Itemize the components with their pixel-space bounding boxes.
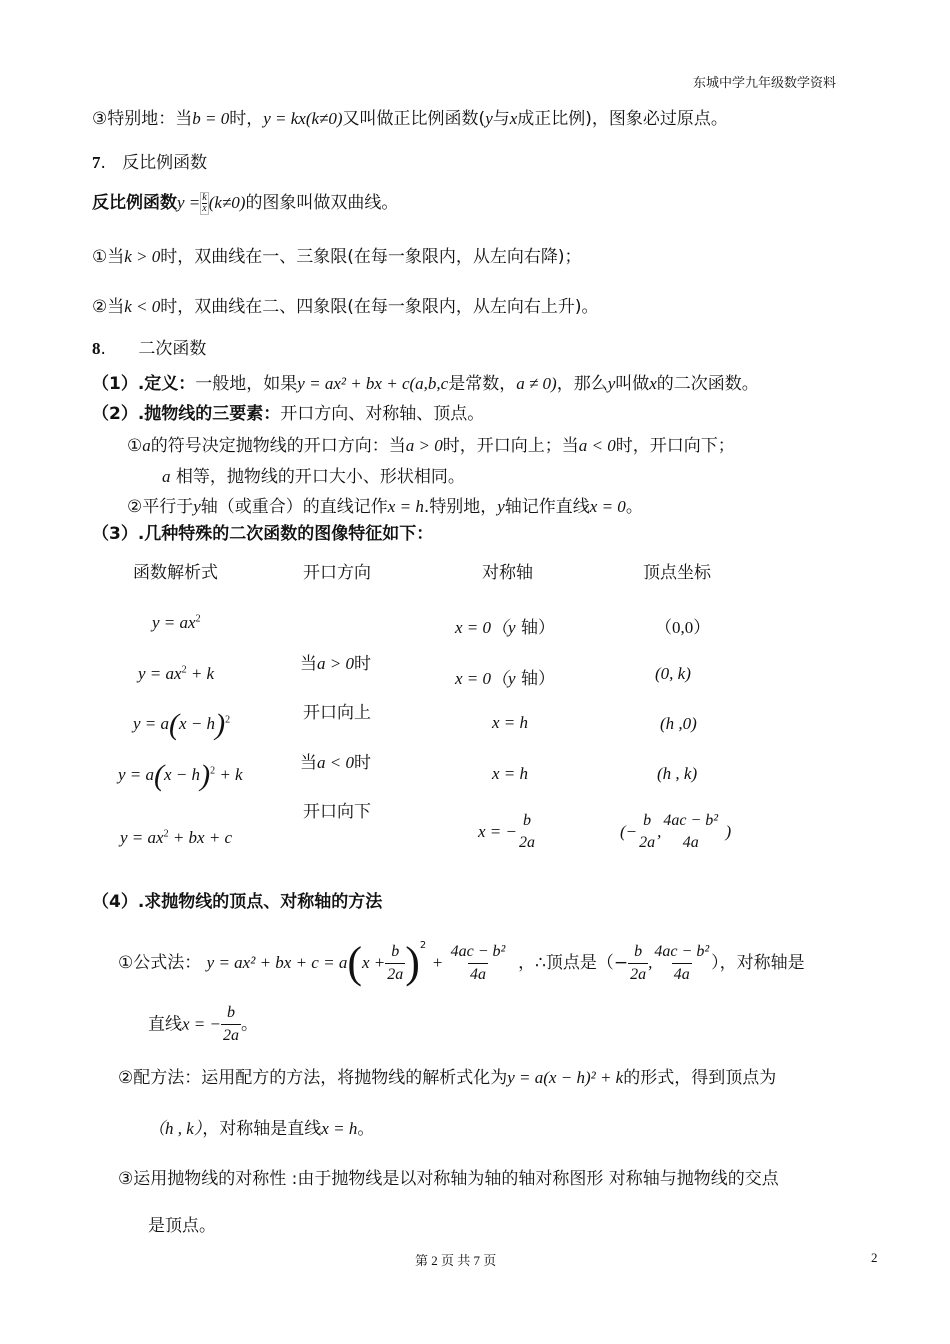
inverse-case-2: ②当k < 0时，双曲线在二、四象限(在每一象限内，从左向右上升)。: [92, 297, 599, 317]
three-elements: （2）.抛物线的三要素：开口方向、对称轴、顶点。: [92, 404, 485, 424]
axis-row-3: x = h: [492, 713, 529, 732]
page-number: 2: [871, 1250, 878, 1265]
special-case-line: ③特别地：当b = 0时，y = kx(k≠0)又叫做正比例函数(y与x成正比例)，图象必过原点。: [92, 109, 728, 129]
func-row-4: $y = a(x - h)^2 + k$: [118, 759, 243, 792]
inverse-case-1: ①当k > 0时，双曲线在一、三象限(在每一象限内，从左向右降)；: [92, 247, 582, 267]
vertex-row-3: (h ,0): [660, 714, 697, 733]
open-upward-cond: 当a > 0时: [300, 654, 371, 674]
func-row-5: $y = ax^2$ + bx + c: [120, 828, 233, 847]
page-header: 东城中学九年级数学资料: [693, 75, 837, 90]
element-1: ①a的符号决定抛物线的开口方向：当a > 0时，开口向上；当a < 0时，开口向下；: [127, 436, 735, 456]
method-2-cont: （h , k），对称轴是直线x = h。: [148, 1119, 375, 1139]
col-header-axis: 对称轴: [482, 563, 533, 583]
func-row-1: $y = ax^2$: [152, 613, 201, 632]
method-1-cont: 直线x = − $\frac{b}{2a}$ 。: [148, 1004, 258, 1044]
axis-row-4: x = h: [492, 764, 529, 783]
func-row-2: $y = ax^2 + k$: [138, 664, 215, 683]
vertex-row-1: （0,0）: [655, 618, 711, 637]
axis-row-2: x = 0（y 轴）: [455, 669, 555, 689]
vertex-row-4: (h , k): [657, 764, 698, 783]
col-header-vertex: 顶点坐标: [643, 563, 711, 583]
open-downward: 开口向下: [303, 802, 371, 822]
col-header-function: 函数解析式: [133, 563, 218, 583]
vertex-row-5: (− b 2a , 4ac − b² 4a ): [620, 812, 732, 851]
method-1: ①公式法： y = ax² + bx + c = a(x + $\frac{b}{2a}$ )$^2$ + $\frac{\text{4ac − b²}}{4a}$ ，∴顶点是（− $\frac{b}{2a}$ , $\frac{\text{4ac − b²}}{4a}$ ），对称轴是: [118, 938, 805, 987]
method-3-cont: 是顶点。: [148, 1216, 216, 1236]
func-row-3: $y = a(x - h)^2$: [133, 708, 231, 741]
inverse-definition: 反比例函数y = $\frac{k}{x}$ (k≠0)的图象叫做双曲线。: [92, 191, 399, 214]
element-1-cont: a 相等，抛物线的开口大小、形状相同。: [162, 467, 465, 487]
section-8-title: 8. 二次函数: [92, 339, 207, 359]
page-footer: 第 2 页 共 7 页: [415, 1253, 497, 1268]
section-7-title: 7. 反比例函数: [92, 153, 208, 173]
open-downward-cond: 当a < 0时: [300, 753, 371, 773]
axis-row-1: x = 0（y 轴）: [455, 618, 555, 638]
method-heading: （4）.求抛物线的顶点、对称轴的方法: [92, 892, 383, 912]
element-2: ②平行于y轴（或重合）的直线记作x = h.特别地，y轴记作直线x = 0。: [127, 497, 643, 517]
vertex-row-2: (0, k): [655, 664, 691, 683]
axis-row-5: x = − b 2a: [478, 812, 535, 851]
special-heading: （3）.几种特殊的二次函数的图像特征如下：: [92, 524, 434, 544]
method-3: ③运用抛物线的对称性 :由于抛物线是以对称轴为轴的轴对称图形 对称轴与抛物线的交点: [118, 1169, 779, 1189]
col-header-open: 开口方向: [303, 563, 371, 583]
method-2: ②配方法：运用配方的方法，将抛物线的解析式化为y = a(x − h)² + k的形式，得到顶点为: [118, 1068, 777, 1088]
open-upward: 开口向上: [303, 703, 371, 723]
quadratic-definition: （1）.定义：一般地，如果y = ax² + bx + c(a,b,c是常数，a ≠ 0)，那么y叫做x的二次函数。: [92, 374, 759, 394]
k-over-x-fraction: $\frac{k}{x}$: [202, 191, 207, 214]
